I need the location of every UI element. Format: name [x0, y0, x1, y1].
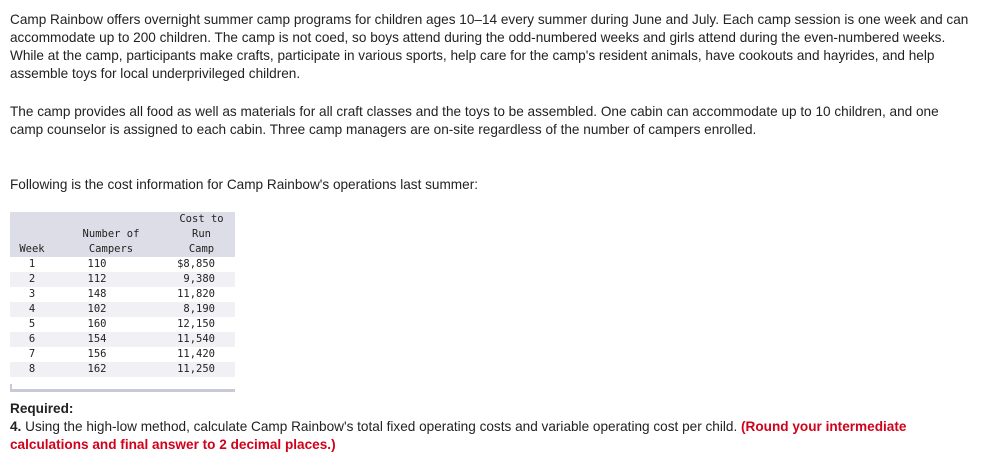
cell-week: 8	[10, 362, 54, 377]
cell-cost: 8,190	[168, 302, 235, 317]
table-row	[10, 317, 235, 332]
header-week: Week	[10, 212, 54, 257]
cost-table-container	[10, 212, 235, 392]
intro-paragraph-2: The camp provides all food as well as materials for all craft classes and the toys to be assembled. One cabin can accommodate up to 10 children, and one camp counselor is assigned to each cabin. Three camp managers are on-site regardless of the number of campers enrolled.	[10, 104, 939, 137]
table-row	[10, 272, 235, 287]
cell-week: 6	[10, 332, 54, 347]
cell-week: 4	[10, 302, 54, 317]
cell-campers: 148	[54, 287, 168, 302]
table-row	[10, 302, 235, 317]
table-footer-tick	[10, 384, 12, 392]
cell-cost: $8,850	[168, 257, 235, 272]
intro-paragraph-3: Following is the cost information for Camp Rainbow's operations last summer:	[10, 177, 478, 192]
cell-campers: 162	[54, 362, 168, 377]
table-header-row	[10, 212, 235, 257]
header-campers: Number of Campers	[54, 212, 168, 257]
table-row	[10, 287, 235, 302]
table-row	[10, 347, 235, 362]
cost-table	[10, 212, 235, 377]
required-title: Required:	[10, 401, 74, 416]
required-section	[10, 400, 980, 454]
required-question	[10, 418, 980, 454]
table-footer	[10, 377, 235, 392]
cell-cost: 11,420	[168, 347, 235, 362]
cell-week: 2	[10, 272, 54, 287]
cell-cost: 11,820	[168, 287, 235, 302]
table-row	[10, 257, 235, 272]
cell-cost: 11,540	[168, 332, 235, 347]
table-row	[10, 332, 235, 347]
required-number: 4.	[10, 419, 22, 434]
cell-cost: 11,250	[168, 362, 235, 377]
cell-cost: 9,380	[168, 272, 235, 287]
rounding-hint: (Round your intermediate calculations and final answer to 2 decimal places.)	[10, 419, 907, 452]
cell-campers: 160	[54, 317, 168, 332]
cell-campers: 110	[54, 257, 168, 272]
intro-paragraph-1: Camp Rainbow offers overnight summer camp programs for children ages 10–14 every summer during June and July. Each camp session is one week and can accommodate up to 200 children. The camp is not coed, so boys attend during the odd-numbered weeks and girls attend during the even-numbered weeks. While at the camp, participants make crafts, participate in various sports, help care for the camp's resident animals, have cookouts and hayrides, and help assemble toys for local underprivileged children.	[10, 12, 969, 81]
cell-cost: 12,150	[168, 317, 235, 332]
cell-week: 1	[10, 257, 54, 272]
cell-campers: 154	[54, 332, 168, 347]
cell-week: 5	[10, 317, 54, 332]
cell-campers: 112	[54, 272, 168, 287]
cell-week: 7	[10, 347, 54, 362]
required-text: Using the high-low method, calculate Camp Rainbow's total fixed operating costs and variable operating cost per child.	[21, 419, 742, 434]
table-footer-rule	[10, 377, 235, 392]
cell-week: 3	[10, 287, 54, 302]
header-cost: Cost to Run Camp	[168, 212, 235, 257]
table-row	[10, 362, 235, 377]
cell-campers: 156	[54, 347, 168, 362]
cell-campers: 102	[54, 302, 168, 317]
